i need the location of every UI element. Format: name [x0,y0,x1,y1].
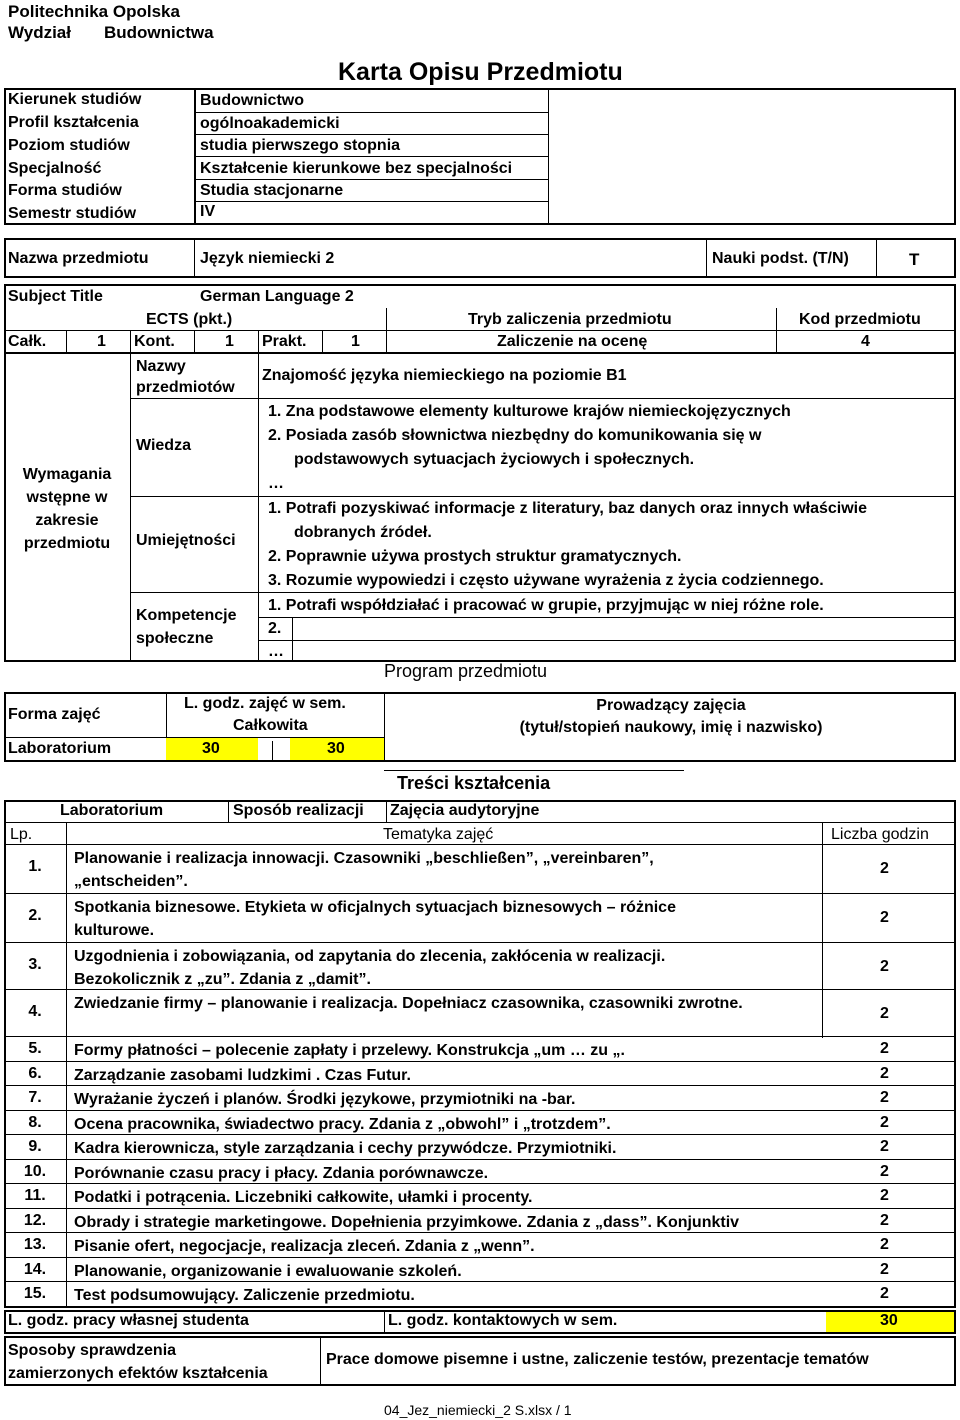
kompetencje-list: 1. Potrafi współdziałać i pracować w grupie, przyjmując w niej różne role. 2. … [268,597,824,660]
wlasnej-label: L. godz. pracy własnej studenta [8,1312,249,1329]
row-topic-line: „entscheiden”. [74,873,188,890]
kontakt-label: L. godz. kontaktowych w sem. [388,1312,618,1329]
university-name: Politechnika Opolska [8,2,180,21]
row-topic-line: Uzgodnienia i zobowiązania, od zapytania do zlecenia, zakłócenia w realizacji. [74,948,666,965]
kompetencje-label: Kompetencje społeczne [136,607,237,647]
row-topic-line: kulturowe. [74,922,155,939]
row-topic-line: Obrady i strategie marketingowe. Dopełnienia przyimkowe. Zdania z „dass”. Konjunktiv [74,1213,740,1231]
table-row [74,1260,462,1283]
prowadzacy-label: Prowadzący zajęcia (tytuł/stopień naukowy, imię i nazwisko) [519,697,823,736]
godz-label: L. godz. zajęć w sem. [184,695,346,712]
calk-label: Całk. [8,333,47,350]
row-topic-line: Ocena pracownika, świadectwo pracy. Zdania z „obwohl” i „trotzdem”. [74,1115,611,1133]
tryb-label: Tryb zaliczenia przedmiotu [468,311,672,328]
forma-label: Forma zajęć [8,706,101,723]
kod-value: 4 [861,333,870,350]
subject-title-value: German Language 2 [200,288,354,305]
ects-label: ECTS (pkt.) [146,311,233,328]
tryb-value: Zaliczenie na ocenę [497,333,648,350]
study-label-2: Poziom studiów [8,137,130,154]
row-topic-line: Spotkania biznesowe. Etykieta w oficjalnych sytuacjach biznesowych – różnice [74,899,676,916]
study-label-3: Specjalność [8,160,102,177]
row-topic-line: Planowanie i realizacja innowacji. Czasowniki „beschließen”, „vereinbaren”, [74,850,654,867]
lab-hours-contact: 30 [327,740,345,757]
table-row [74,992,743,1015]
row-topic-line: Zwiedzanie firmy – planowanie i realizacja. Dopełniacz czasownika, czasowniki zwrotne. [74,995,743,1012]
row-topic-line: Formy płatności – polecenie zapłaty i przelewy. Konstrukcja „um … zu „. [74,1042,625,1059]
hours-header: Liczba godzin [831,826,929,843]
requirements-label: Wymagania wstępne w zakresie przedmiotu [22,466,112,552]
row-hours: 2 [880,1187,889,1204]
study-label-4: Forma studiów [8,182,122,199]
subject-name-value: Język niemiecki 2 [200,250,335,267]
nazwy-value: Znajomość języka niemieckiego na poziomie B1 [262,367,627,384]
row-topic-line: Planowanie, organizowanie i ewaluowanie szkoleń. [74,1262,462,1280]
subject-title-label: Subject Title [8,288,103,305]
row-hours: 2 [880,1211,889,1229]
sposoby-value: Prace domowe pisemne i ustne, zaliczenie testów, prezentacje tematów [326,1351,869,1368]
wiedza-label: Wiedza [136,437,191,454]
study-value-4: Studia stacjonarne [200,182,344,199]
row-lp: 13. [23,1236,47,1253]
study-value-1: ogólnoakademicki [200,115,340,132]
nauki-label: Nauki podst. (T/N) [712,250,849,267]
row-lp: 8. [28,1113,42,1131]
sposoby-label: Sposoby sprawdzenia zamierzonych efektów kształcenia [8,1342,268,1382]
page-title: Karta Opisu Przedmiotu [338,58,623,86]
nauki-value: T [909,250,920,269]
row-hours: 2 [880,1064,889,1082]
nazwy-label: Nazwy przedmiotów [136,358,235,396]
umiejetnosci-list: 1. Potrafi pozyskiwać informacje z literatury, baz danych oraz innych właściwie dobranych źródeł. 2. Poprawnie używa prostych struktur gramatycznych. 3. Rozumie wypowiedzi i często używane wyrażenia z życia codziennego. [268,500,868,589]
topic-header: Tematyka zajęć [383,826,494,843]
content-lab-label: Laboratorium [60,802,164,819]
prakt-value: 1 [351,333,360,350]
table-row [74,1113,611,1136]
table-row [74,1235,535,1258]
row-hours: 2 [880,1089,889,1106]
file-name: 04_Jez_niemiecki_2 S.xlsx / 1 [384,1402,572,1418]
study-value-2: studia pierwszego stopnia [200,137,401,154]
table-row [74,1284,415,1307]
row-lp: 4. [28,1003,42,1020]
row-lp: 14. [23,1260,47,1278]
row-lp: 2. [28,907,42,924]
table-row [74,1211,739,1234]
row-hours: 2 [880,1005,889,1022]
row-topic-line: Zarządzanie zasobami ludzkimi . Czas Futur. [74,1066,411,1084]
row-hours: 2 [880,1113,889,1131]
study-label-1: Profil kształcenia [8,114,139,131]
umiejetnosci-label: Umiejętności [136,532,236,549]
row-hours: 2 [880,1162,889,1180]
row-hours: 2 [880,1285,889,1302]
row-hours: 2 [880,1236,889,1253]
wiedza-list: 1. Zna podstawowe elementy kulturowe krajów niemieckojęzycznych 2. Posiada zasób słownictwa niezbędny do komunikowania się w podstawowych sytuacjach życiowych i społecznych. … [268,403,791,492]
program-title: Program przedmiotu [384,661,548,681]
row-hours: 2 [880,860,889,877]
kont-label: Kont. [134,333,175,350]
lab-hours-total: 30 [202,740,220,757]
table-row [74,1137,616,1160]
table-row [74,1039,625,1062]
row-hours: 2 [880,958,889,975]
row-lp: 3. [28,956,42,973]
faculty-label: Wydział [8,23,71,42]
prakt-label: Prakt. [262,333,307,350]
kont-value: 1 [225,333,234,350]
faculty-value: Budownictwa [104,23,214,42]
table-row [74,896,676,942]
row-lp: 5. [28,1040,42,1057]
sposob-label: Sposób realizacji [233,802,364,819]
sposob-value: Zajęcia audytoryjne [390,802,540,819]
row-topic-line: Bezokolicznik z „zu”. Zdania z „damit”. [74,971,371,988]
study-label-0: Kierunek studiów [8,91,142,108]
row-lp: 1. [28,858,42,875]
row-topic-line: Podatki i potrącenia. Liczebniki całkowite, ułamki i procenty. [74,1189,533,1206]
row-lp: 12. [23,1211,47,1229]
row-lp: 9. [28,1138,42,1155]
subject-name-label: Nazwa przedmiotu [8,250,149,267]
kod-label: Kod przedmiotu [799,311,921,328]
row-hours: 2 [880,1138,889,1155]
row-topic-line: Wyrażanie życzeń i planów. Środki językowe, przymiotniki na -bar. [74,1091,576,1108]
study-value-3: Kształcenie kierunkowe bez specjalności [200,160,513,177]
row-lp: 10. [23,1162,47,1180]
row-lp: 15. [23,1285,47,1302]
kontakt-value: 30 [880,1312,898,1329]
row-hours: 2 [880,1040,889,1057]
study-value-0: Budownictwo [200,92,304,109]
table-row [74,1088,575,1111]
calk-value: 1 [97,333,106,350]
row-topic-line: Kadra kierownicza, style zarządzania i cechy przywódcze. Przymiotniki. [74,1140,617,1157]
row-topic-line: Porównanie czasu pracy i płacy. Zdania porównawcze. [74,1164,489,1182]
row-topic-line: Test podsumowujący. Zaliczenie przedmiotu. [74,1287,415,1304]
lp-header: Lp. [10,826,33,843]
lab-label: Laboratorium [8,740,112,757]
table-row [74,945,665,991]
study-label-5: Semestr studiów [8,205,137,222]
calkowita-label: Całkowita [233,717,308,734]
content-title: Treści kształcenia [397,773,551,793]
row-lp: 6. [28,1064,42,1082]
table-row [74,1186,533,1209]
row-hours: 2 [880,1260,889,1278]
row-hours: 2 [880,909,889,926]
row-lp: 11. [24,1187,46,1204]
study-value-5: IV [200,203,216,220]
table-row [74,1064,411,1087]
row-lp: 7. [28,1089,42,1106]
table-row [74,1162,488,1185]
table-row [74,847,654,893]
row-topic-line: Pisanie ofert, negocjacje, realizacja zleceń. Zdania z „wenn”. [74,1238,535,1255]
